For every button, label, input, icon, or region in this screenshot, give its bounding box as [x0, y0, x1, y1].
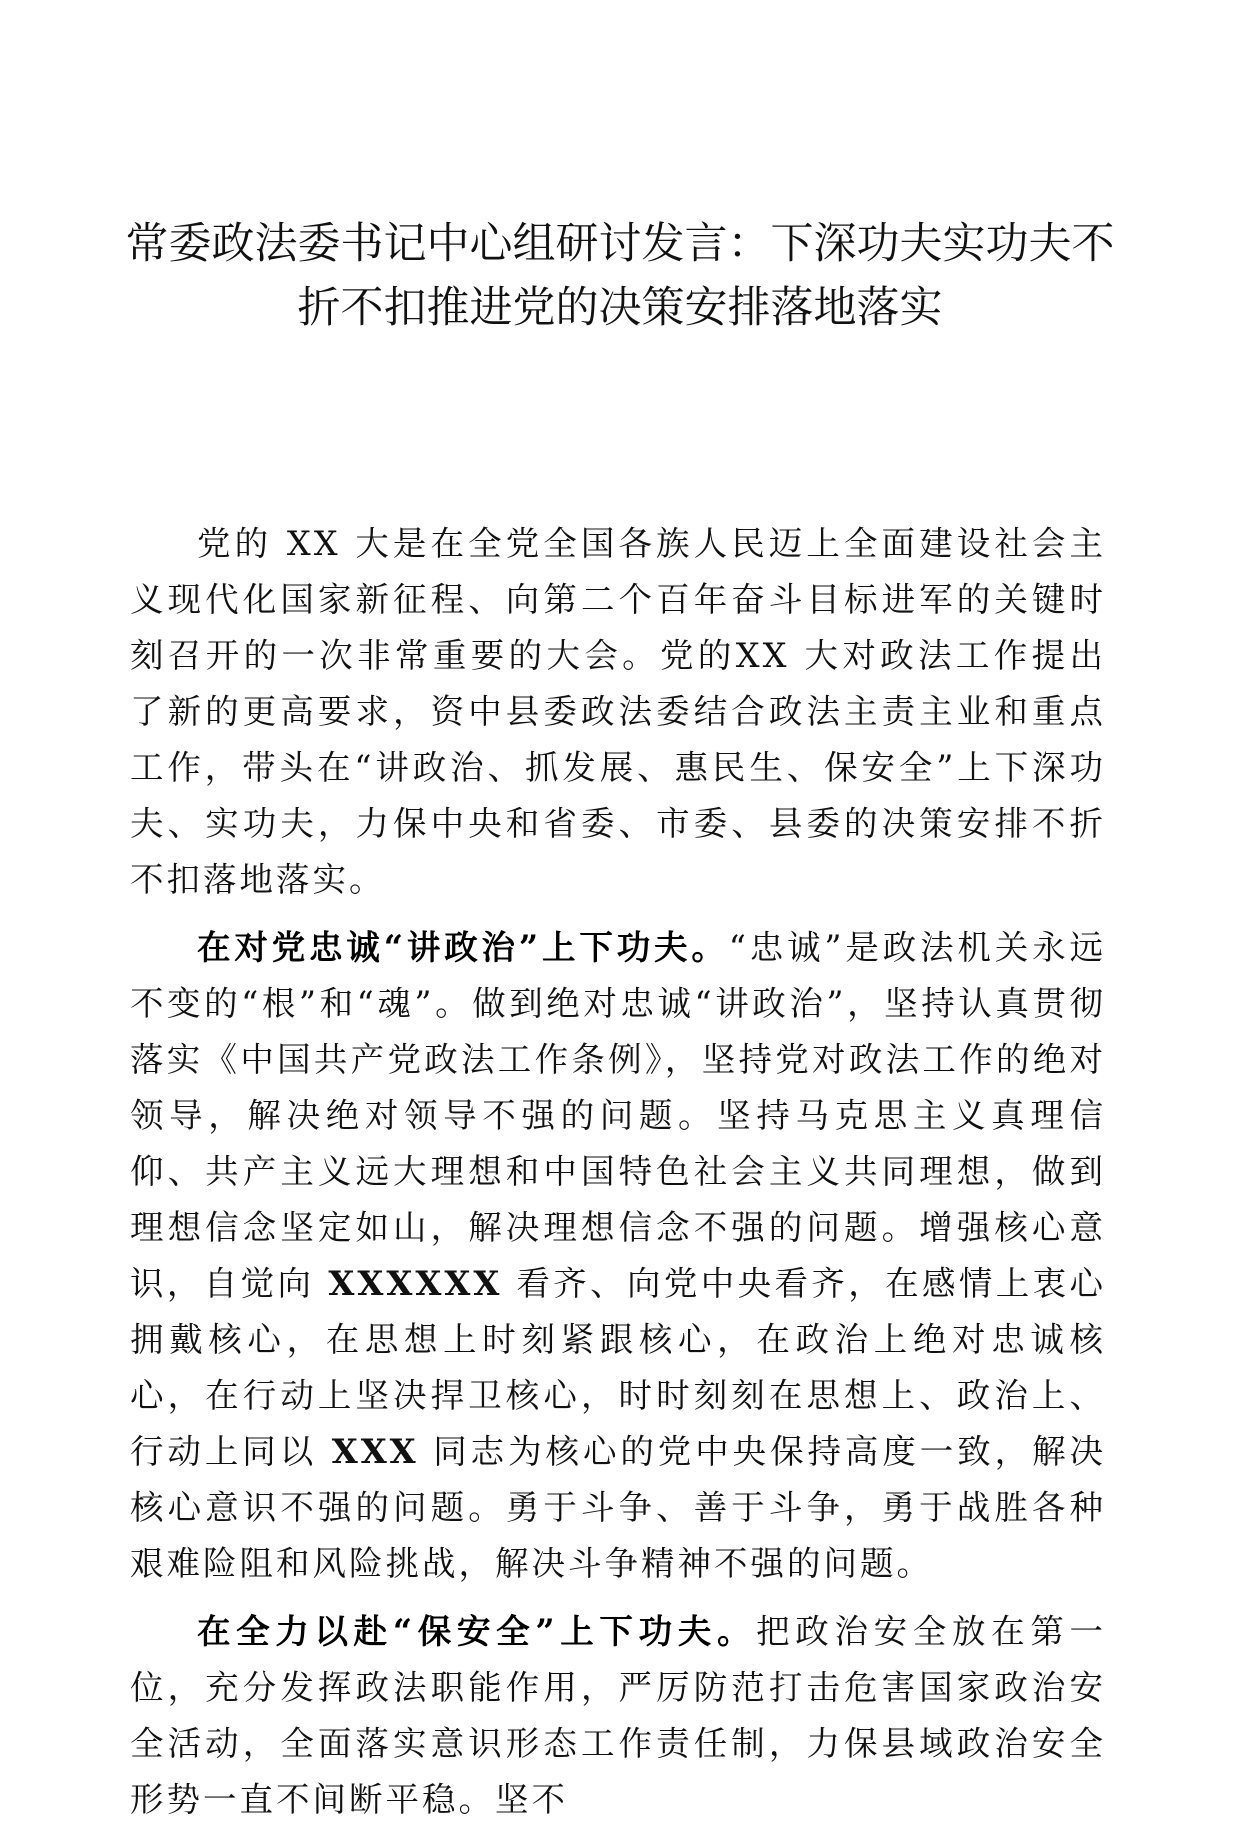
paragraph-intro [130, 516, 1106, 908]
paragraph-security [130, 1604, 1106, 1828]
redacted-name: XXX [331, 1432, 419, 1471]
document-title: 常委政法委书记中心组研讨发言：下深功夫实功夫不折不扣推进党的决策安排落地落实 [125, 219, 1115, 333]
paragraph-heading: 在全力以赴“保安全”上下功夫。 [197, 1612, 757, 1651]
document-body [130, 516, 1106, 1840]
paragraph-politics [130, 920, 1106, 1592]
paragraph-text: 看齐、向党中央看齐，在感情上衷心拥戴核心，在思想上时刻紧跟核心，在政治上绝对忠诚核心，在行动上坚决捍卫核心，时时刻刻在思想上、政治上、行动上同以 [130, 1264, 1106, 1471]
redacted-name: XXXXXX [328, 1264, 503, 1303]
paragraph-text: 党的 XX 大是在全党全国各族人民迈上全面建设社会主义现代化国家新征程、向第二个百年奋斗目标进军的关键时刻召开的一次非常重要的大会。党的XX 大对政法工作提出了新的更高要求，资中县委政法委结合政法主责主业和重点工作，带头在“讲政治、抓发展、惠民生、保安全”上下深功夫、实功夫，力保中央和省委、市委、县委的决策安排不折不扣落地落实。 [130, 524, 1106, 899]
paragraph-text: “忠诚”是政法机关永远不变的“根”和“魂”。做到绝对忠诚“讲政治”，坚持认真贯彻落实《中国共产党政法工作条例》，坚持党对政法工作的绝对领导，解决绝对领导不强的问题。坚持马克思主义真理信仰、共产主义远大理想和中国特色社会主义共同理想，做到理想信念坚定如山，解决理想信念不强的问题。增强核心意识，自觉向 [130, 928, 1106, 1303]
paragraph-text: 同志为核心的党中央保持高度一致，解决核心意识不强的问题。勇于斗争、善于斗争，勇于战胜各种艰难险阻和风险挑战，解决斗争精神不强的问题。 [130, 1432, 1106, 1583]
paragraph-text: 把政治安全放在第一位，充分发挥政法职能作用，严厉防范打击危害国家政治安全活动，全面落实意识形态工作责任制，力保县域政治安全形势一直不间断平稳。坚不 [130, 1612, 1106, 1819]
paragraph-heading: 在对党忠诚“讲政治”上下功夫。 [197, 928, 729, 967]
